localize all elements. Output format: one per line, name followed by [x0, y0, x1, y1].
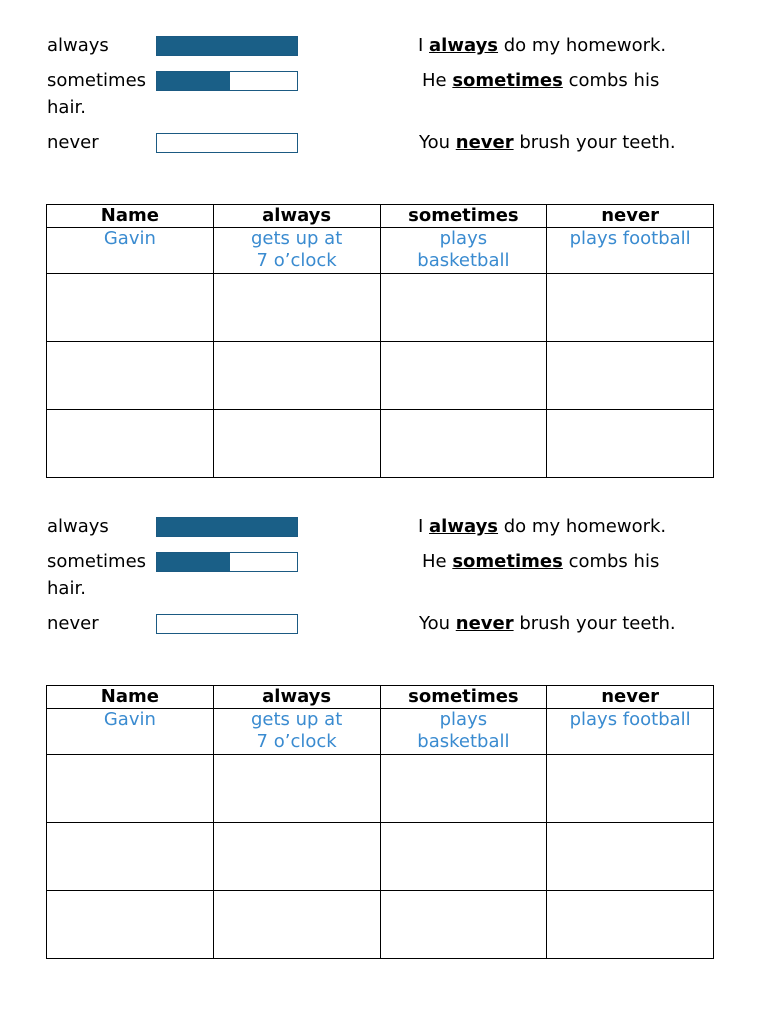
keyword-never: never	[455, 132, 514, 153]
keyword-always: always	[429, 516, 499, 537]
cell-example-sometimes: plays basketball	[380, 228, 547, 274]
sentence-never: You never brush your teeth.	[419, 132, 676, 153]
keyword-always: always	[429, 35, 499, 56]
table-cell[interactable]	[547, 891, 714, 959]
frequency-bar-never	[156, 133, 298, 153]
sentence-never: You never brush your teeth.	[419, 613, 676, 634]
frequency-bar-sometimes	[156, 552, 298, 572]
table-cell[interactable]	[47, 342, 214, 410]
legend-label-sometimes: sometimes	[47, 70, 147, 91]
keyword-never: never	[455, 613, 514, 634]
table-cell[interactable]	[547, 755, 714, 823]
frequency-bar-sometimes	[156, 71, 298, 91]
legend-label-always: always	[47, 516, 109, 537]
legend-label-sometimes: sometimes	[47, 551, 147, 572]
table-cell[interactable]	[547, 410, 714, 478]
sentence-always: I always do my homework.	[418, 516, 667, 537]
table-cell[interactable]	[380, 410, 547, 478]
table-cell[interactable]	[213, 342, 380, 410]
table-row	[47, 823, 714, 891]
legend-label-always: always	[47, 35, 109, 56]
cell-example-always: gets up at 7 o’clock	[213, 709, 380, 755]
cell-example-name: Gavin	[47, 709, 214, 755]
frequency-table	[46, 204, 714, 478]
legend-label-never: never	[47, 613, 99, 634]
table-row	[47, 410, 714, 478]
header-always: always	[213, 205, 380, 228]
frequency-table	[46, 685, 714, 959]
table-cell[interactable]	[213, 891, 380, 959]
keyword-sometimes: sometimes	[452, 551, 563, 572]
table-cell[interactable]	[213, 823, 380, 891]
sentence-sometimes: He sometimes combs his	[422, 551, 660, 572]
sentence-always: I always do my homework.	[418, 35, 667, 56]
table-cell[interactable]	[547, 823, 714, 891]
frequency-bar-never	[156, 614, 298, 634]
keyword-sometimes: sometimes	[452, 70, 563, 91]
cell-example-sometimes: plays basketball	[380, 709, 547, 755]
cell-example-always: gets up at 7 o’clock	[213, 228, 380, 274]
table-cell[interactable]	[380, 342, 547, 410]
table-cell[interactable]	[47, 410, 214, 478]
bar-fill	[157, 553, 230, 571]
table-cell[interactable]	[213, 755, 380, 823]
bar-fill	[157, 37, 297, 55]
table-cell[interactable]	[547, 342, 714, 410]
header-always: always	[213, 686, 380, 709]
table-row	[47, 891, 714, 959]
sentence-sometimes: He sometimes combs his	[422, 70, 660, 91]
header-name: Name	[47, 686, 214, 709]
cell-example-never: plays football	[547, 228, 714, 274]
table-cell[interactable]	[47, 274, 214, 342]
frequency-bar-always	[156, 36, 298, 56]
table-cell[interactable]	[47, 823, 214, 891]
sentence-sometimes-wrap: hair.	[47, 97, 86, 118]
bar-fill	[157, 72, 230, 90]
header-sometimes: sometimes	[380, 686, 547, 709]
table-row	[47, 755, 714, 823]
table-cell[interactable]	[380, 823, 547, 891]
table-cell[interactable]	[213, 410, 380, 478]
header-never: never	[547, 686, 714, 709]
table-row-example	[47, 709, 714, 755]
header-sometimes: sometimes	[380, 205, 547, 228]
sentence-sometimes-wrap: hair.	[47, 578, 86, 599]
table-cell[interactable]	[547, 274, 714, 342]
table-header-row	[47, 205, 714, 228]
table-row	[47, 274, 714, 342]
table-row	[47, 342, 714, 410]
header-name: Name	[47, 205, 214, 228]
table-cell[interactable]	[380, 891, 547, 959]
table-cell[interactable]	[47, 891, 214, 959]
table-cell[interactable]	[213, 274, 380, 342]
cell-example-name: Gavin	[47, 228, 214, 274]
table-cell[interactable]	[380, 274, 547, 342]
bar-fill	[157, 518, 297, 536]
table-cell[interactable]	[380, 755, 547, 823]
worksheet-block-1	[0, 0, 768, 480]
cell-example-never: plays football	[547, 709, 714, 755]
frequency-bar-always	[156, 517, 298, 537]
table-cell[interactable]	[47, 755, 214, 823]
table-header-row	[47, 686, 714, 709]
header-never: never	[547, 205, 714, 228]
worksheet-block-2	[0, 481, 768, 961]
legend-label-never: never	[47, 132, 99, 153]
table-row-example	[47, 228, 714, 274]
